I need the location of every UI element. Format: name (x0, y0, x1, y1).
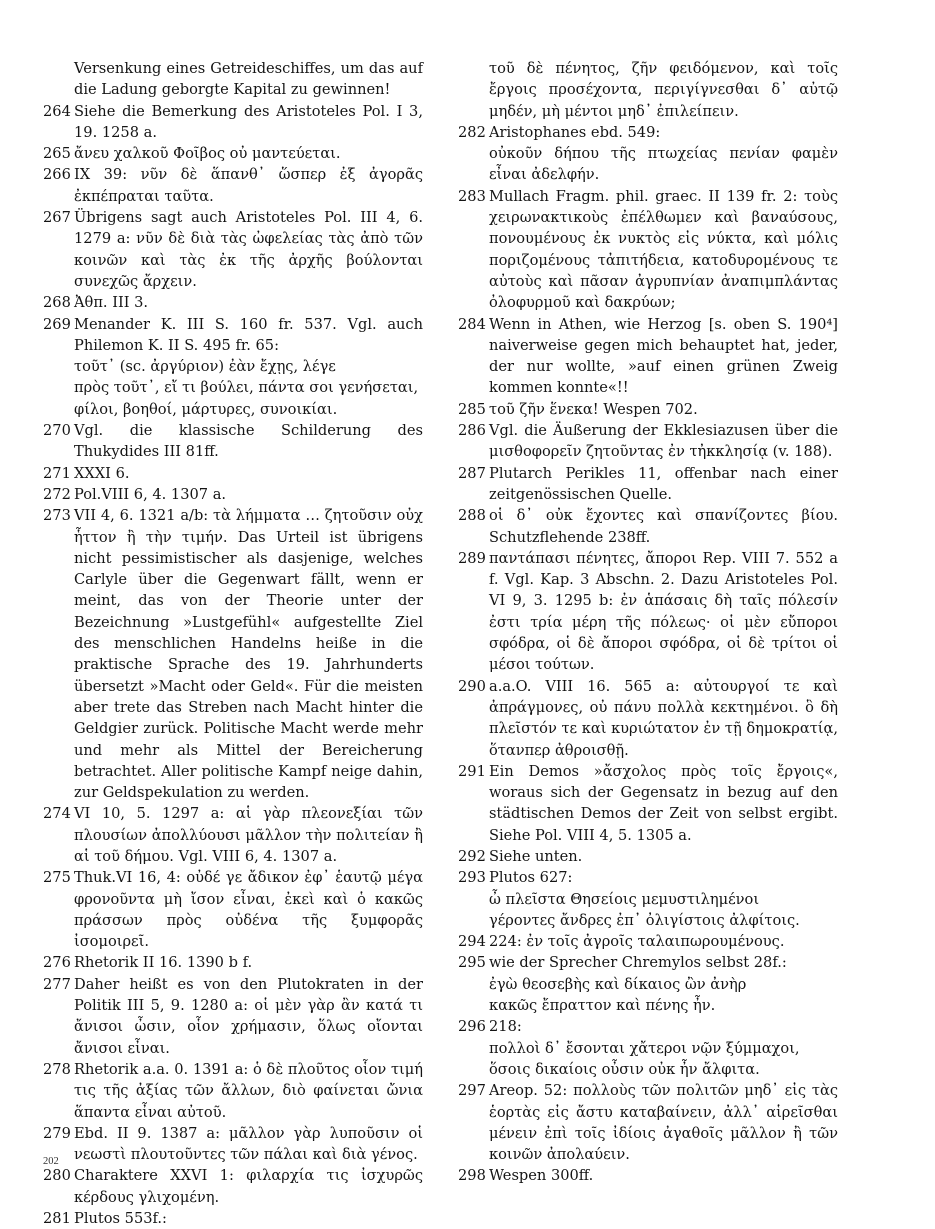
footnote-text: Vgl. die klassische Schilderung des Thukydides III 81ff. (74, 422, 423, 461)
quoted-verse-line: κακῶς ἔπραττον καὶ πένης ἦν. (489, 997, 716, 1015)
footnote (458, 143, 838, 186)
quoted-verse-line: τοῦτ᾽ (sc. ἀργύριον) ἐὰν ἔχῃς, λέγε (74, 358, 336, 376)
footnote-number: 281 (43, 1210, 71, 1228)
footnote-number: 275 (43, 869, 71, 887)
footnote-number: 277 (43, 975, 71, 993)
footnote-text: ἄνευ χαλκοῦ Φοῖβος οὐ μαντεύεται. (74, 145, 341, 163)
footnote (458, 122, 838, 143)
footnote (43, 974, 423, 1059)
footnote-text: Aristophanes ebd. 549: (489, 123, 661, 141)
footnote-text: 224: ἐν τοῖς ἀγροῖς ταλαιπωρουμένους. (489, 933, 785, 951)
footnote-number: 278 (43, 1060, 71, 1078)
footnote-text: Wespen 300ff. (489, 1167, 594, 1185)
footnote (458, 505, 838, 548)
footnote-number: 286 (458, 422, 486, 440)
footnote-number: 295 (458, 954, 486, 972)
footnote-text: Daher heißt es von den Plutokraten in der Politik III 5, 9. 1280 a: οἱ μὲν γὰρ ἂν κατά τι ἄνισοι ὦσιν, οἷον χρήμασιν, ὅλως οἴονται ἄνισοι εἶναι. (74, 975, 423, 1057)
footnote-number: 294 (458, 933, 486, 951)
footnote-number: 298 (458, 1167, 486, 1185)
footnote-number: 269 (43, 315, 71, 333)
footnote (458, 846, 838, 867)
quoted-verse-line: φίλοι, βοηθοί, μάρτυρες, συνοικίαι. (74, 400, 338, 418)
footnote-number: 266 (43, 166, 71, 184)
footnote (458, 420, 838, 463)
footnote-number: 293 (458, 869, 486, 887)
footnote (43, 463, 423, 484)
footnote-number: 280 (43, 1167, 71, 1185)
footnote-text: wie der Sprecher Chremylos selbst 28f.: (489, 954, 787, 972)
quoted-verse-line: πρὸς τοῦτ᾽, εἴ τι βούλει, πάντα σοι γενήσεται, (74, 379, 419, 397)
footnote-number: 285 (458, 400, 486, 418)
footnote-text: Ein Demos »ἄσχολος πρὸς τοῖς ἔργοις«, woraus sich der Gegensatz in bezug auf den städtischen Demos der Zeit von selbst ergibt. Siehe Pol. VIII 4, 5. 1305 a. (489, 762, 838, 844)
footnote-text: Plutos 627: (489, 869, 573, 887)
footnote-text: Plutos 553f.: (74, 1210, 167, 1228)
footnote-text: οὐκοῦν δήπου τῆς πτωχείας πενίαν φαμὲν εἶναι ἀδελφήν. (489, 145, 838, 184)
footnote-text: Thuk.VI 16, 4: οὐδέ γε ἄδικον ἐφ᾽ ἑαυτῷ μέγα φρονοῦντα μὴ ἴσον εἶναι, ἐκεὶ καὶ ὁ κακῶς πράσσων πρὸς οὐδένα τῆς ξυμφορᾶς ἰσομοιρεῖ. (74, 869, 423, 951)
footnote-text: VII 4, 6. 1321 a/b: τὰ λήμματα … ζητοῦσιν οὐχ ἧττον ἢ τὴν τιμήν. Das Urteil ist übrigens nicht pessimistischer als dasjenige, welches Carlyle über die Gegenwart fällt, wenn er meint, das von der Theorie unter der Bezeichnung »Lustgefühl« aufgestellte Ziel des menschlichen Handelns heiße in die praktische Sprache des 19. Jahrhunderts übersetzt »Macht oder Geld«. Für die meisten aber trete das Streben nach Macht hinter die Geldgier zurück. Politische Macht werde mehr und mehr als Mittel der Bereicherung betrachtet. Aller politische Kampf neige dahin, zur Geldspekulation zu werden. (74, 507, 423, 802)
left-column (43, 58, 423, 1229)
footnote (43, 505, 423, 803)
quoted-verse-line: ὅσοις δικαίοις οὖσιν οὐκ ἦν ἄλφιτα. (489, 1060, 760, 1078)
footnote-text: Versenkung eines Getreideschiffes, um das auf die Ladung geborgte Kapital zu gewinnen! (74, 60, 423, 99)
footnote (458, 399, 838, 420)
footnote-number: 268 (43, 294, 71, 312)
footnote-number: 288 (458, 507, 486, 525)
footnote (43, 1208, 423, 1229)
footnote (458, 463, 838, 506)
quoted-verse-line: ἐγὼ θεοσεβὴς καὶ δίκαιος ὢν ἀνὴρ (489, 975, 747, 993)
footnote-text: Rhetorik II 16. 1390 b f. (74, 954, 253, 972)
footnote (458, 548, 838, 676)
footnote (43, 803, 423, 867)
footnote-number: 270 (43, 422, 71, 440)
footnote (43, 143, 423, 164)
footnote-text: Übrigens sagt auch Aristoteles Pol. III 4, 6. 1279 a: νῦν δὲ διὰ τὰς ὠφελείας τὰς ἀπὸ τῶν κοινῶν καὶ τὰς ἐκ τῆς ἀρχῆς βούλονται συνεχῶς ἄρχειν. (74, 209, 423, 290)
footnote (43, 420, 423, 463)
footnote (458, 1016, 838, 1037)
footnote-text: Ἀθπ. III 3. (74, 294, 149, 312)
footnote-text: XXXI 6. (74, 464, 130, 482)
footnote-number: 276 (43, 954, 71, 972)
footnote-number: 282 (458, 123, 486, 141)
footnote (458, 867, 838, 888)
footnote-number: 296 (458, 1018, 486, 1036)
footnote-text: Charaktere XXVI 1: φιλαρχία τις ἰσχυρῶς κέρδους γλιχομένη. (74, 1167, 423, 1206)
footnote-number: 279 (43, 1124, 71, 1142)
footnote-text: Wenn in Athen, wie Herzog [s. oben S. 190⁴] naiverweise gegen mich behauptet hat, jeder, der nur wollte, »auf einen grünen Zweig kommen konnte«!! (489, 315, 838, 397)
footnote-text: Mullach Fragm. phil. graec. II 139 fr. 2: τοὺς χειρωνακτικοὺς ἐπέλθωμεν καὶ βαναύσους, πονουμένους ἐκ νυκτὸς εἰς νύκτα, καὶ μόλις ποριζομένους τἀπιτήδεια, κατοδυρομένους τε αὐτοὺς καὶ πᾶσαν ἀγρυπνίαν ἀναπιμπλάντας ὀλοφυρμοῦ καὶ δακρύων; (489, 187, 838, 312)
quoted-verse-line: ὦ πλεῖστα Θησείοις μεμυστιλημένοι (489, 890, 760, 908)
footnote (458, 952, 838, 973)
footnote-number: 289 (458, 549, 486, 567)
page-number: 202 (43, 1156, 59, 1167)
footnote-number: 274 (43, 805, 71, 823)
footnote-number: 287 (458, 464, 486, 482)
footnote (43, 164, 423, 207)
footnote-text: τοῦ ζῆν ἕνεκα! Wespen 702. (489, 400, 698, 418)
footnote-text: Vgl. die Äußerung der Ekklesiazusen über die μισθοφορεῖν ζητοῦντας ἐν τἠκκλησίᾳ (v. 188). (489, 422, 838, 461)
footnote (458, 761, 838, 846)
footnote (43, 952, 423, 973)
right-column (458, 58, 838, 1187)
footnote-text: Pol.VIII 6, 4. 1307 a. (74, 485, 227, 503)
footnote-text: IX 39: νῦν δὲ ἅπανθ᾽ ὥσπερ ἐξ ἀγορᾶς ἐκπέπραται ταῦτα. (74, 166, 423, 205)
footnote-number: 271 (43, 464, 71, 482)
footnote-text: VI 10, 5. 1297 a: αἱ γὰρ πλεονεξίαι τῶν πλουσίων ἀπολλύουσι μᾶλλον τὴν πολιτείαν ἢ αἱ τοῦ δήμου. Vgl. VIII 6, 4. 1307 a. (74, 805, 423, 865)
footnote-number: 290 (458, 677, 486, 695)
footnote (458, 676, 838, 761)
footnote-text: Menander K. III S. 160 fr. 537. Vgl. auch Philemon K. II S. 495 fr. 65: (74, 315, 423, 354)
footnote-text: οἱ δ᾽ οὐκ ἔχοντες καὶ σπανίζοντες βίου. Schutzflehende 238ff. (489, 507, 838, 546)
footnote (43, 1123, 423, 1166)
footnote (43, 292, 423, 313)
quoted-verse-line: πολλοὶ δ᾽ ἔσονται χἄτεροι νῷν ξύμμαχοι, (489, 1039, 800, 1057)
footnote (458, 58, 838, 122)
footnote (458, 186, 838, 314)
footnote (458, 1080, 838, 1165)
footnote (43, 101, 423, 144)
footnote-text: Rhetorik a.a. 0. 1391 a: ὁ δὲ πλοῦτος οἷον τιμή τις τῆς ἀξίας τῶν ἄλλων, διὸ φαίνεται ὤνια ἅπαντα εἶναι αὐτοῦ. (74, 1060, 423, 1121)
footnote-text: Plutarch Perikles 11, offenbar nach einer zeitgenössischen Quelle. (489, 464, 838, 503)
footnote (43, 1165, 423, 1208)
footnote (458, 931, 838, 952)
footnote-number: 297 (458, 1082, 486, 1100)
footnote-number: 264 (43, 102, 71, 120)
footnote-text: 218: (489, 1018, 522, 1036)
footnote-text: Siehe die Bemerkung des Aristoteles Pol. I 3, 19. 1258 a. (74, 102, 423, 141)
footnote (43, 207, 423, 292)
footnote (458, 314, 838, 399)
footnote-number: 272 (43, 485, 71, 503)
quoted-verse-line: γέροντες ἄνδρες ἐπ᾽ ὀλιγίστοις ἀλφίτοις. (489, 911, 800, 929)
footnote-text: Areop. 52: πολλοὺς τῶν πολιτῶν μηδ᾽ εἰς τὰς ἑορτὰς εἰς ἄστυ καταβαίνειν, ἀλλ᾽ αἱρεῖσθαι μένειν ἐπὶ τοῖς ἰδίοις ἀγαθοῖς μᾶλλον ἢ τῶν κοινῶν ἀπολαύειν. (489, 1082, 838, 1164)
footnote-number: 283 (458, 187, 486, 205)
footnote-number: 273 (43, 507, 71, 525)
footnote-text: τοῦ δὲ πένητος, ζῆν φειδόμενον, καὶ τοῖς ἔργοις προσέχοντα, περιγίγνεσθαι δ᾽ αὐτῷ μηδέν, μὴ μέντοι μηδ᾽ ἐπιλείπειν. (489, 60, 838, 120)
footnote (43, 314, 423, 357)
footnote (43, 867, 423, 952)
footnote-number: 284 (458, 315, 486, 333)
footnote (458, 1165, 838, 1186)
footnote (43, 1059, 423, 1123)
footnote-text: παντάπασι πένητες, ἄποροι Rep. VIII 7. 552 a f. Vgl. Kap. 3 Abschn. 2. Dazu Aristoteles Pol. VI 9, 3. 1295 b: ἐν ἁπάσαις δὴ ταῖς πόλεσίν ἐστι τρία μέρη τῆς πόλεως· οἱ μὲν εὔποροι σφόδρα, οἱ δὲ ἄποροι σφόδρα, οἱ δὲ τρίτοι οἱ μέσοι τούτων. (489, 549, 838, 674)
footnote-number: 292 (458, 847, 486, 865)
footnote-number: 291 (458, 762, 486, 780)
footnote (43, 58, 423, 101)
footnote-text: Ebd. II 9. 1387 a: μᾶλλον γὰρ λυποῦσιν οἱ νεωστὶ πλουτοῦντες τῶν πάλαι καὶ διὰ γένος. (74, 1124, 423, 1164)
footnote (43, 484, 423, 505)
footnote-number: 267 (43, 209, 71, 227)
footnote-text: a.a.O. VIII 16. 565 a: αὐτουργοί τε καὶ ἀπράγμονες, οὐ πάνυ πολλὰ κεκτημένοι. ὃ δὴ πλεῖστόν τε καὶ κυριώτατον ἐν τῇ δημοκρατίᾳ, ὅτανπερ ἀθροισθῇ. (489, 677, 839, 759)
footnote-number: 265 (43, 145, 71, 163)
footnote-text: Siehe unten. (489, 847, 583, 865)
